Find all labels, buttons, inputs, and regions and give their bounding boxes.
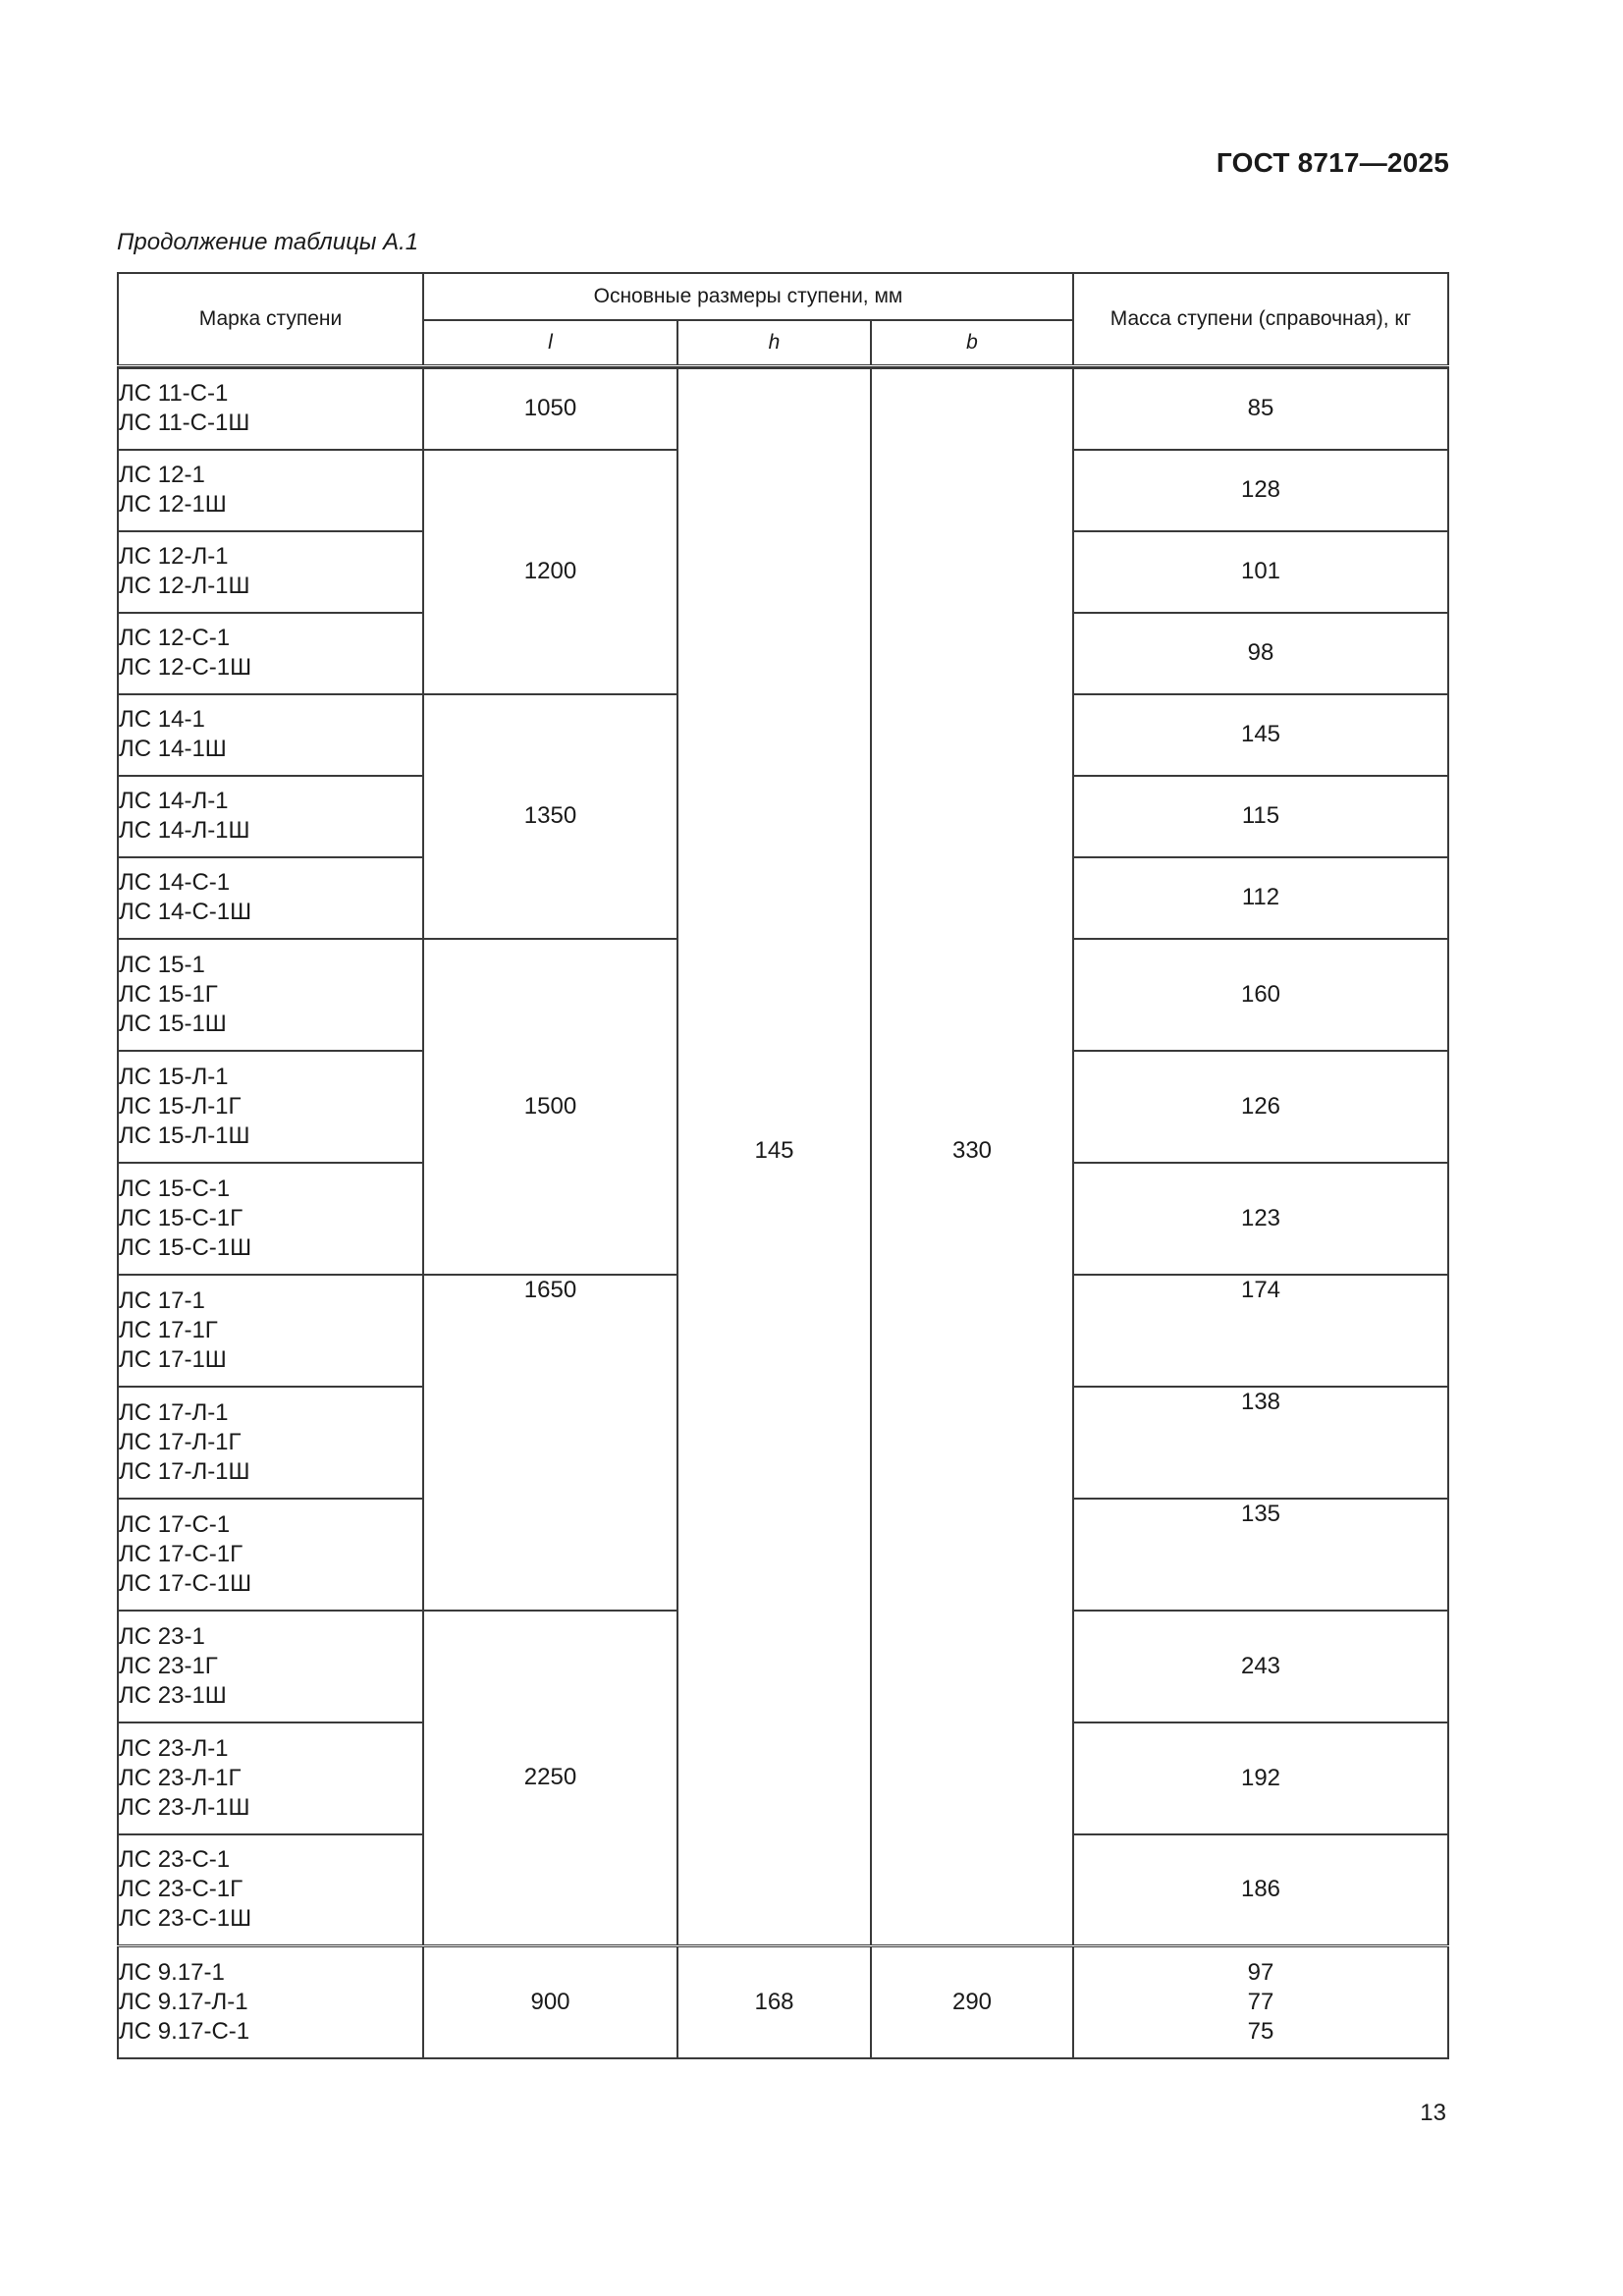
- mark-label: ЛС 14-Л-1: [119, 788, 229, 814]
- l-cell: 900: [423, 1946, 677, 2058]
- document-standard-title: ГОСТ 8717—2025: [1216, 147, 1449, 178]
- mark-label: ЛС 15-С-1: [119, 1175, 231, 1202]
- mark-label: ЛС 15-Л-1: [119, 1063, 229, 1090]
- mark-cell: [118, 450, 423, 531]
- mark-cell: [118, 939, 423, 1051]
- h-value: 145: [754, 1136, 794, 1164]
- mark-label: ЛС 23-С-1Ш: [119, 1905, 252, 1933]
- mark-label: ЛС 15-1Г: [119, 980, 218, 1008]
- mass-cell: 174: [1073, 1275, 1448, 1387]
- mass-cell: 123: [1073, 1163, 1448, 1275]
- header-mass: Масса ступени (справочная), кг: [1073, 273, 1448, 365]
- mark-label: ЛС 12-1Ш: [119, 491, 227, 518]
- header-mark: Марка ступени: [118, 273, 423, 365]
- header-b: b: [871, 320, 1073, 365]
- mass-value: 75: [1247, 2017, 1274, 2045]
- mass-cell: 126: [1073, 1051, 1448, 1163]
- table-row: [118, 1946, 1448, 2058]
- mark-cell: [118, 613, 423, 694]
- mark-label: ЛС 14-С-1Ш: [119, 899, 252, 925]
- mark-label: ЛС 17-С-1Г: [119, 1540, 243, 1567]
- mark-label: ЛС 15-1Ш: [119, 1010, 227, 1037]
- mass-cell: 192: [1073, 1722, 1448, 1834]
- mass-cell: 98: [1073, 613, 1448, 694]
- mark-label: ЛС 17-Л-1Ш: [119, 1457, 250, 1485]
- mass-cell: [1073, 1946, 1448, 2058]
- mark-cell: [118, 1051, 423, 1163]
- mark-label: ЛС 17-С-1: [119, 1510, 231, 1538]
- mark-label: ЛС 17-1: [119, 1286, 205, 1314]
- mark-label: ЛС 23-С-1Г: [119, 1876, 243, 1903]
- mark-label: ЛС 15-С-1Ш: [119, 1233, 252, 1261]
- mass-cell: 112: [1073, 857, 1448, 939]
- mark-label: ЛС 12-1: [119, 462, 205, 488]
- mark-label: ЛС 23-Л-1Г: [119, 1764, 242, 1791]
- l-cell: 1200: [423, 450, 677, 694]
- l-cell: 1350: [423, 694, 677, 939]
- mark-cell: [118, 1499, 423, 1611]
- l-cell: 1500: [423, 939, 677, 1275]
- mass-cell: 101: [1073, 531, 1448, 613]
- l-cell: 1650: [423, 1275, 677, 1611]
- mass-value: 77: [1247, 1988, 1274, 2015]
- mass-cell: 115: [1073, 776, 1448, 857]
- mark-label: ЛС 17-1Г: [119, 1316, 218, 1343]
- mark-label: ЛС 14-Л-1Ш: [119, 817, 250, 844]
- mark-label: ЛС 12-С-1: [119, 625, 231, 651]
- mark-label: ЛС 15-Л-1Г: [119, 1092, 242, 1120]
- mark-label: ЛС 11-С-1: [119, 380, 229, 407]
- mark-cell: [118, 531, 423, 613]
- mark-cell: [118, 1611, 423, 1722]
- mass-cell: 128: [1073, 450, 1448, 531]
- l-cell: 2250: [423, 1611, 677, 1946]
- mass-value: 97: [1247, 1958, 1274, 1986]
- header-l: l: [423, 320, 677, 365]
- mark-label: ЛС 23-1Ш: [119, 1681, 227, 1709]
- mass-cell: 85: [1073, 368, 1448, 450]
- mark-cell: [118, 368, 423, 450]
- mass-cell: 138: [1073, 1387, 1448, 1499]
- mark-cell: [118, 1722, 423, 1834]
- mark-cell: [118, 1387, 423, 1499]
- mark-cell: [118, 1834, 423, 1946]
- mark-label: ЛС 9.17-1: [119, 1958, 225, 1986]
- mark-label: ЛС 17-1Ш: [119, 1345, 227, 1373]
- mark-label: ЛС 12-Л-1: [119, 543, 229, 570]
- mark-label: ЛС 15-1: [119, 951, 205, 978]
- mark-label: ЛС 17-С-1Ш: [119, 1569, 252, 1597]
- mark-cell: [118, 694, 423, 776]
- mark-label: ЛС 14-1: [119, 706, 205, 733]
- mark-cell: [118, 1275, 423, 1387]
- mark-label: ЛС 17-Л-1: [119, 1398, 229, 1426]
- b-cell: [871, 368, 1073, 1946]
- mark-label: ЛС 23-С-1: [119, 1846, 231, 1874]
- mark-label: ЛС 23-1: [119, 1622, 205, 1650]
- l-cell: 1050: [423, 368, 677, 450]
- mark-label: ЛС 12-Л-1Ш: [119, 573, 250, 599]
- mark-label: ЛС 9.17-С-1: [119, 2017, 250, 2045]
- table-row: [118, 368, 1448, 450]
- mark-cell: [118, 776, 423, 857]
- mark-cell: [118, 857, 423, 939]
- b-cell: 290: [871, 1946, 1073, 2058]
- mark-label: ЛС 14-С-1: [119, 869, 231, 896]
- header-h: h: [677, 320, 871, 365]
- steps-table: [117, 272, 1449, 2059]
- mark-label: ЛС 15-Л-1Ш: [119, 1121, 250, 1149]
- b-value: 330: [951, 1136, 993, 1164]
- mark-label: ЛС 12-С-1Ш: [119, 654, 252, 681]
- mark-label: ЛС 9.17-Л-1: [119, 1988, 248, 2015]
- page-number: 13: [1420, 2100, 1446, 2126]
- mark-label: ЛС 14-1Ш: [119, 736, 227, 762]
- mass-cell: 145: [1073, 694, 1448, 776]
- mark-label: ЛС 23-Л-1: [119, 1734, 229, 1762]
- mass-cell: 160: [1073, 939, 1448, 1051]
- mark-label: ЛС 17-Л-1Г: [119, 1428, 242, 1455]
- table-caption: Продолжение таблицы А.1: [117, 229, 419, 255]
- header-dimensions: Основные размеры ступени, мм: [423, 273, 1073, 320]
- mark-label: ЛС 11-С-1Ш: [119, 410, 250, 436]
- h-cell: 168: [677, 1946, 871, 2058]
- mass-cell: 135: [1073, 1499, 1448, 1611]
- h-cell: [677, 368, 871, 1946]
- mass-cell: 243: [1073, 1611, 1448, 1722]
- mark-cell: [118, 1163, 423, 1275]
- mark-label: ЛС 15-С-1Г: [119, 1204, 243, 1231]
- mark-label: ЛС 23-1Г: [119, 1652, 218, 1679]
- mark-label: ЛС 23-Л-1Ш: [119, 1793, 250, 1821]
- mass-cell: 186: [1073, 1834, 1448, 1946]
- mark-cell: [118, 1946, 423, 2058]
